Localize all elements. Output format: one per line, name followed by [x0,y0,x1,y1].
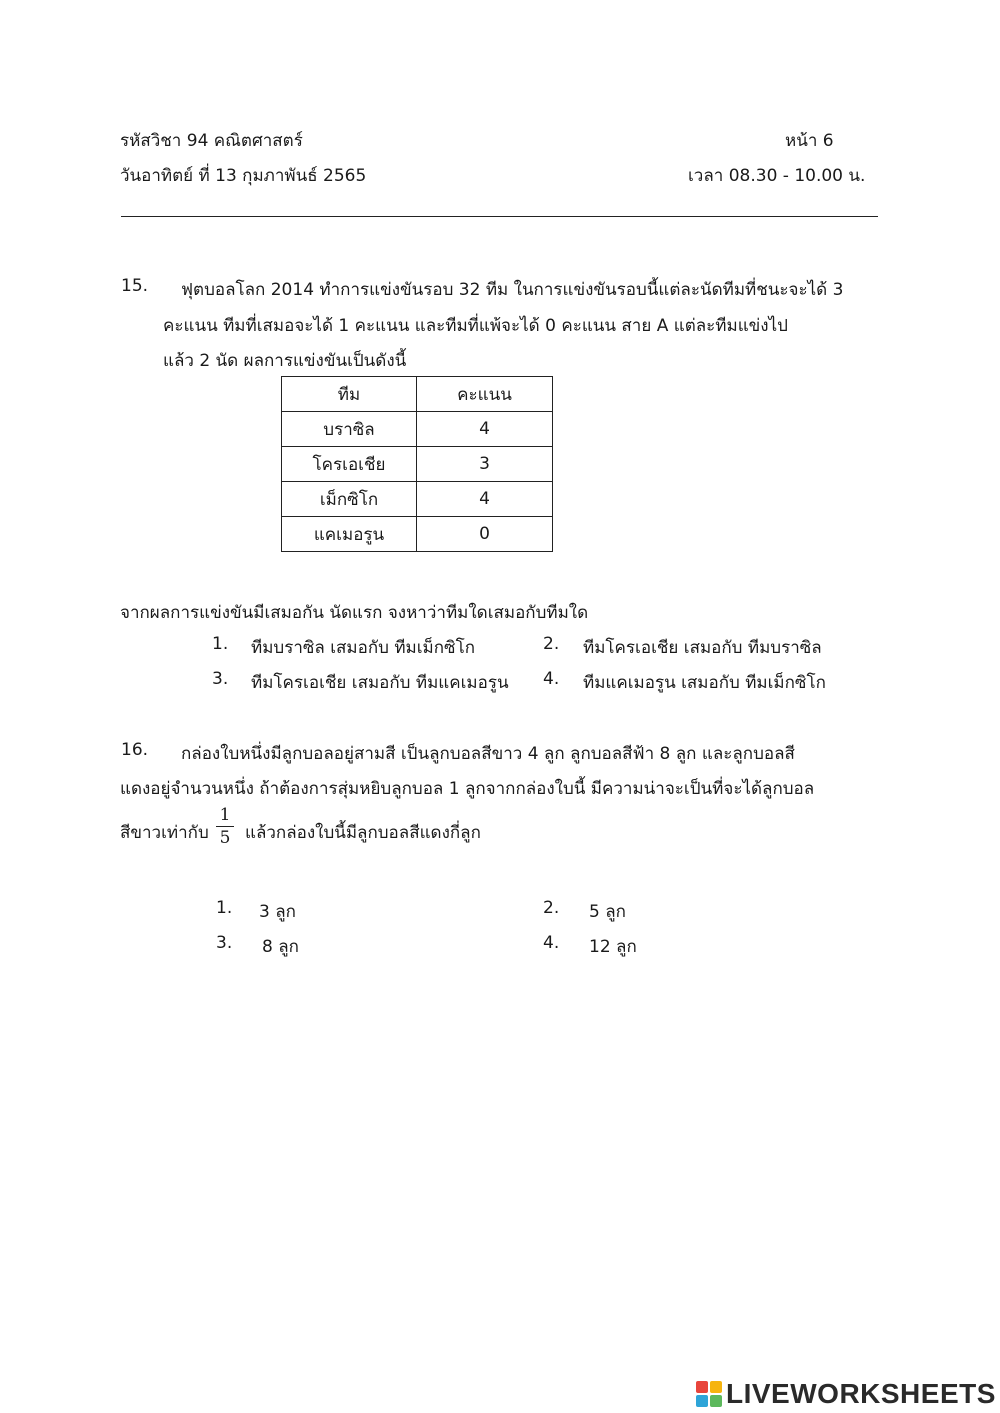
q16-choice-3-number: 3. [216,933,233,953]
exam-time: เวลา 08.30 - 10.00 น. [688,166,866,186]
q15-choice-3-number: 3. [212,669,229,689]
q15-choice-2[interactable]: ทีมโครเอเชีย เสมอกับ ทีมบราซิล [583,638,822,658]
score-table [281,376,553,552]
logo-square [710,1381,722,1393]
team-cell: เม็กซิโก [282,482,417,517]
logo-square [696,1395,708,1407]
team-cell: บราซิล [282,412,417,447]
q16-choice-1[interactable]: 3 ลูก [259,902,296,922]
fraction-bar [216,826,234,827]
table-row [282,412,553,447]
q15-choice-4-number: 4. [543,669,560,689]
q15-choice-2-number: 2. [543,634,560,654]
q16-text-line3-pre: สีขาวเท่ากับ [120,823,209,843]
table-header-team: ทีม [282,377,417,412]
q16-text-line1: กล่องใบหนึ่งมีลูกบอลอยู่สามสี เป็นลูกบอลสีขาว 4 ลูก ลูกบอลสีฟ้า 8 ลูก และลูกบอลสี [181,744,795,764]
exam-date: วันอาทิตย์ ที่ 13 กุมภาพันธ์ 2565 [120,166,367,186]
team-cell: โครเอเชีย [282,447,417,482]
liveworksheets-logo[interactable] [696,1378,996,1410]
q16-choice-2[interactable]: 5 ลูก [589,902,626,922]
q15-choice-1-number: 1. [212,634,229,654]
q16-choice-4[interactable]: 12 ลูก [589,937,637,957]
fraction-numerator: 1 [219,805,231,825]
table-row [282,447,553,482]
q15-choice-1[interactable]: ทีมบราซิล เสมอกับ ทีมเม็กซิโก [251,638,476,658]
q16-choice-4-number: 4. [543,933,560,953]
q15-text-line3: แล้ว 2 นัด ผลการแข่งขันเป็นดังนี้ [163,351,407,371]
q16-text-line2: แดงอยู่จำนวนหนึ่ง ถ้าต้องการสุ่มหยิบลูกบอล 1 ลูกจากกล่องใบนี้ มีความน่าจะเป็นที่จะได้ลูกบอล [120,779,815,799]
table-row [282,482,553,517]
page-number: หน้า 6 [785,131,834,151]
logo-square [710,1395,722,1407]
table-header-score: คะแนน [417,377,553,412]
score-cell: 0 [417,517,553,552]
q16-choice-2-number: 2. [543,898,560,918]
q15-number: 15. [121,276,149,296]
q15-text-line1: ฟุตบอลโลก 2014 ทำการแข่งขันรอบ 32 ทีม ในการแข่งขันรอบนี้แต่ละนัดทีมที่ชนะจะได้ 3 [181,280,844,300]
fraction-denominator: 5 [219,828,231,848]
score-cell: 4 [417,412,553,447]
team-cell: แคเมอรูน [282,517,417,552]
header-divider [121,216,878,217]
q15-text-line2: คะแนน ทีมที่เสมอจะได้ 1 คะแนน และทีมที่แพ้จะได้ 0 คะแนน สาย A แต่ละทีมแข่งไป [163,316,788,336]
q15-choice-3[interactable]: ทีมโครเอเชีย เสมอกับ ทีมแคเมอรูน [251,673,509,693]
liveworksheets-logo-icon [696,1381,722,1407]
q15-prompt: จากผลการแข่งขันมีเสมอกัน นัดแรก จงหาว่าทีมใดเสมอกับทีมใด [120,603,589,623]
score-cell: 4 [417,482,553,517]
q16-number: 16. [121,740,149,760]
table-row [282,517,553,552]
q16-choice-1-number: 1. [216,898,233,918]
q15-choice-4[interactable]: ทีมแคเมอรูน เสมอกับ ทีมเม็กซิโก [583,673,826,693]
q16-choice-3[interactable]: 8 ลูก [262,937,299,957]
brand-name: LIVEWORKSHEETS [726,1378,996,1409]
score-cell: 3 [417,447,553,482]
q16-text-line3-post: แล้วกล่องใบนี้มีลูกบอลสีแดงกี่ลูก [245,823,481,843]
table-header-row [282,377,553,412]
probability-fraction [216,806,234,847]
subject-code: รหัสวิชา 94 คณิตศาสตร์ [120,131,303,151]
logo-square [696,1381,708,1393]
